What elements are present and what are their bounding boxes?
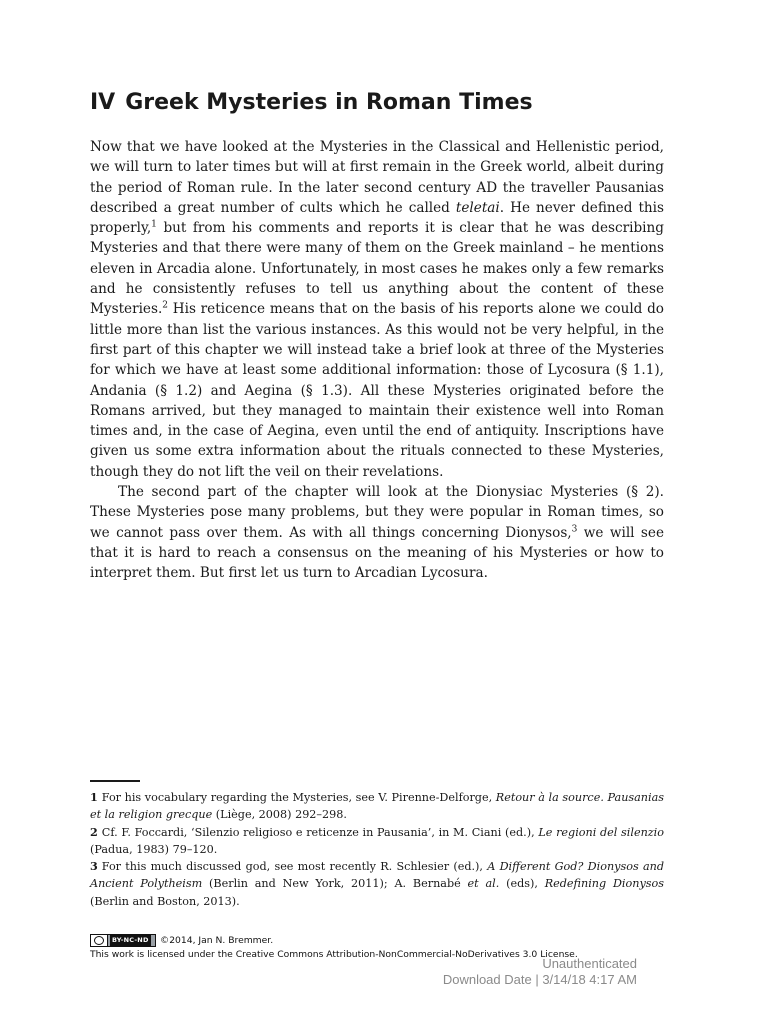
footnote-ref-1[interactable]: 1: [151, 219, 157, 230]
chapter-title: [90, 88, 664, 118]
footnote-text: (Padua, 1983) 79–120.: [90, 842, 218, 856]
paragraph-2-text-a: The second part of the chapter will look at the Dionysiac Mysteries (§ 2). These Mysteries pose many problems, but they were popular in Roman times, so we cannot pass over them. As with all things concerning Dionysos,: [90, 484, 664, 541]
footnote-2: [90, 824, 664, 859]
copyright-line: [90, 934, 664, 948]
paragraph-1-text-d: His reticence means that on the basis of his reports alone we could do little more than list the various instances. As this would not be very helpful, in the first part of this chapter we will instead take a brief look at three of the Mysteries for which we have at least some additional information: those of Lycosura (§ 1.1), Andania (§ 1.2) and Aegina (§ 1.3). All these Mysteries originated before the Romans arrived, but they managed to maintain their existence well into Roman times and, in the case of Aegina, even until the end of antiquity. Inscriptions have given us some extra information about the rituals connected to these Mysteries, though they do not lift the veil on their revelations.: [90, 301, 664, 480]
footnote-ref-2[interactable]: 2: [162, 300, 169, 311]
paragraph-2-text-b: we will see that it is hard to reach a consensus on the meaning of his Mysteries or how to interpret them. But first let us turn to Arcadian Lycosura.: [90, 524, 664, 582]
footnote-et-al: et al.: [467, 877, 500, 891]
watermark-date: Download Date | 3/14/18 4:17 AM: [442, 972, 637, 987]
footnote-text: (Liège, 2008) 292–298.: [212, 808, 347, 822]
footnote-ref-3[interactable]: 3: [571, 524, 578, 535]
footnote-divider: [90, 780, 140, 782]
footnote-text: For his vocabulary regarding the Mysteries, see V. Pirenne-Delforge,: [101, 791, 496, 804]
footnote-title: A Different God? Dionysos and Ancient Polytheism: [90, 860, 664, 891]
paragraph-2: [90, 482, 664, 583]
copyright-text: ©2014, Jan N. Bremmer.: [160, 935, 274, 946]
paragraph-1: [90, 137, 664, 482]
paragraph-1-text-c: but from his comments and reports it is clear that he was describing Mysteries and that there were many of them on the Greek mainland – he mentions eleven in Arcadia alone. Unfortunately, in most cases he makes only a few remarks and he consistently refuses to tell us anything about the content of these Mysteries.: [90, 220, 664, 318]
footnote-text: (Berlin and Boston, 2013).: [90, 894, 240, 908]
term-teletai: teletai: [455, 199, 500, 216]
footnotes: [90, 789, 664, 910]
footnote-number: 1: [90, 790, 98, 804]
footnote-text: For this much discussed god, see most recently R. Schlesier (ed.),: [101, 860, 488, 874]
footnote-text: (Berlin and New York, 2011); A. Bernabé: [202, 877, 468, 891]
chapter-body: [90, 137, 664, 584]
chapter-number: IV: [90, 90, 116, 115]
paragraph-1-text-a: Now that we have looked at the Mysteries in the Classical and Hellenistic period, we will turn to later times but will at first remain in the Greek world, albeit during the period of Roman rule. In the later second century AD the traveller Pausanias described a great number of cults which he called: [90, 139, 664, 216]
footnote-3: [90, 858, 664, 910]
footnote-title: Le regioni del silenzio: [538, 825, 664, 839]
footnote-title: Redefining Dionysos: [544, 877, 664, 891]
footnote-1: [90, 789, 664, 824]
download-watermark: [443, 956, 637, 988]
license-text: This work is licensed under the Creative Commons Attribution-NonCommercial-NoDerivatives 3.0 License.: [90, 949, 578, 960]
cc-badge-label: BY-NC-ND: [112, 936, 149, 944]
watermark-auth: Unauthenticated: [542, 956, 637, 971]
footnote-number: 3: [90, 859, 98, 874]
footnote-text: (eds),: [499, 877, 545, 891]
footnote-title: Retour à la source. Pausanias et la religion grecque: [90, 791, 664, 822]
chapter-title-text: Greek Mysteries in Roman Times: [125, 90, 533, 115]
footnote-number: 2: [90, 824, 98, 839]
paragraph-1-text-b: . He never defined this properly,: [90, 199, 664, 237]
cc-license-icon: [90, 934, 156, 947]
footnote-text: Cf. F. Foccardi, ‘Silenzio religioso e reticenze in Pausania’, in M. Ciani (ed.),: [101, 825, 539, 839]
